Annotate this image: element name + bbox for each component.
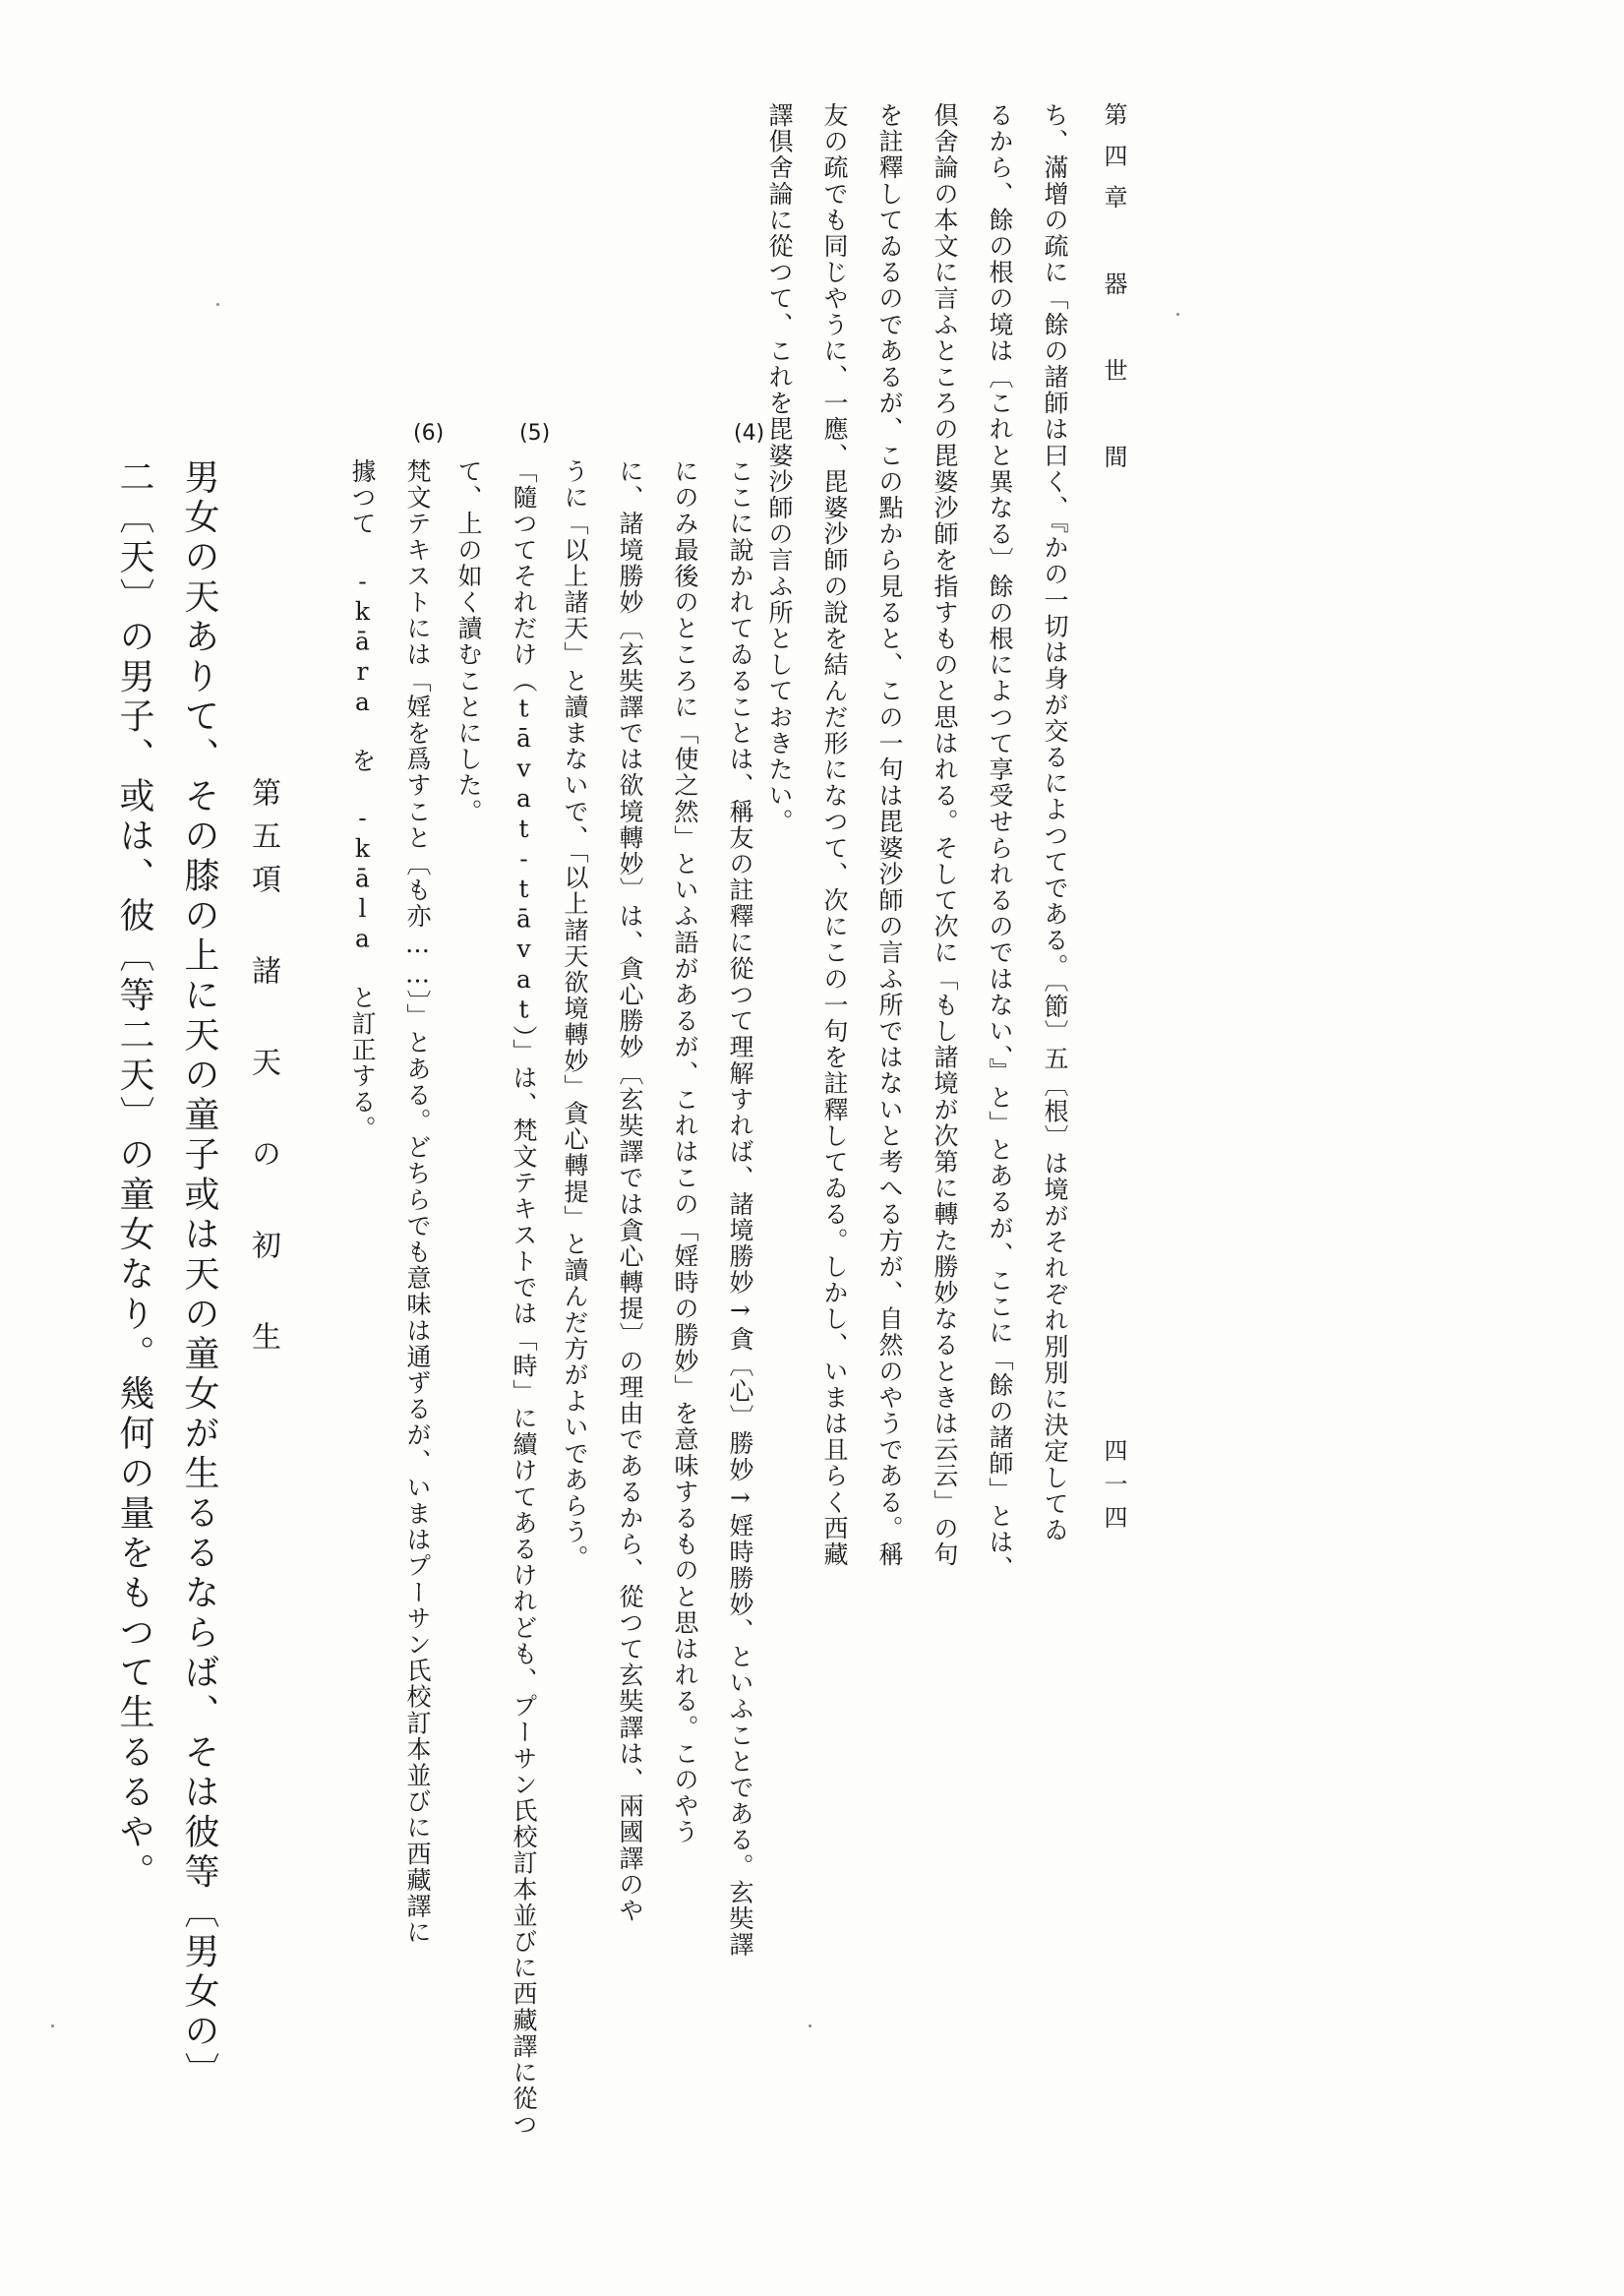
- note-line: 譯倶舍論に從つて、これを毘婆沙師の言ふ所としておきたい。: [765, 102, 794, 835]
- page-number: 四一四: [1100, 1438, 1127, 1539]
- body-line: 男女の天ありて、その膝の上に天の童子或は天の童女が生るるならば、そは彼等〔男女の〕: [179, 458, 219, 2092]
- note-marker-5: (5): [519, 421, 551, 446]
- note-line: て、上の如く讀むことにした。: [454, 458, 483, 825]
- scan-speck: [809, 2024, 812, 2027]
- note-marker-6: (6): [413, 421, 445, 446]
- note-line: に、諸境勝妙〔玄奘譯では欲境轉妙〕は、貪心勝妙〔玄奘譯では貪心轉提〕の理由であるから、從つて玄奘譯は、兩國譯のや: [616, 458, 644, 1924]
- note-line: ここに說かれてゐることは、稱友の註釋に從つて理解すれば、諸境勝妙→貪〔心〕勝妙→婬時勝妙、といふことである。玄奘譯: [726, 458, 754, 1959]
- note-line: 據つて -kāra を -kāla と訂正する。: [348, 458, 377, 1142]
- note-line: 「隨つてそれだけ（tāvat-tāvat）」は、梵文テキストでは「時」に續けてあるけれども、プーサン氏校訂本並びに西藏譯に從つ: [510, 458, 538, 2139]
- section-heading: 第五項 諸 天 の 初 生: [246, 777, 280, 1364]
- note-line: を註釋してゐるのであるが、この點から見ると、この一句は毘婆沙師の言ふ所ではないと考へる方が、自然のやうである。稱: [875, 102, 904, 1568]
- body-line: 二〔天〕の男子、或は、彼〔等二天〕の童女なり。幾何の量をもつて生るるや。: [114, 458, 154, 1893]
- note-line: るから、餘の根の境は〔これと異なる〕餘の根によつて享受せられるのではない、』と」とあるが、ここに「餘の諸師」とは、: [986, 102, 1014, 1582]
- note-line: 友の疏でも同じやうに、一應、毘婆沙師の說を結んだ形になつて、次にこの一句を註釋してゐる。しかし、いまは且らく西藏: [820, 102, 849, 1568]
- scan-speck: [216, 303, 219, 306]
- scan-speck: [1176, 313, 1179, 316]
- note-marker-4: (4): [734, 421, 765, 446]
- note-line: にのみ最後のところに「使之然」といふ語があるが、これはこの「婬時の勝妙」を意味するものと思はれる。このやう: [671, 458, 699, 1845]
- chapter-running-head: 第四章 器 世 間: [1100, 102, 1127, 486]
- scan-speck: [51, 2024, 54, 2027]
- note-line: 梵文テキストには「婬を爲すこと〔も亦……〕」とある。どちらでも意味は通ずるが、いまはプーサン氏校訂本並びに西藏譯に: [403, 458, 432, 1946]
- note-line: 倶舍論の本文に言ふところの毘婆沙師を指すものと思はれる。そして次に「もし諸境が次第に轉た勝妙なるときは云云」の句: [931, 102, 959, 1568]
- note-line: うに「以上諸天」と讀まないで、「以上諸天欲境轉妙」貪心轉提」と讀んだ方がよいであらう。: [561, 458, 589, 1572]
- note-line: ち、滿增の疏に「餘の諸師は曰く、『かの一切は身が交るによつてである。〔節〕五〔根〕は境がそれぞれ別別に決定してゐ: [1041, 102, 1069, 1543]
